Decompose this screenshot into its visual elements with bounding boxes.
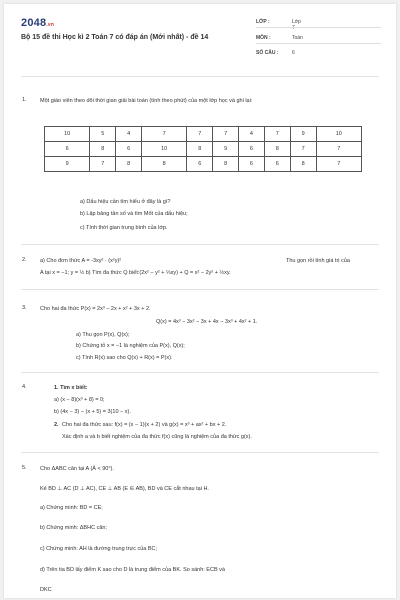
question-1-number: 1. (22, 97, 27, 103)
question-1-text: Một giáo viên theo dõi thời gian giải bài toán (tính theo phút) của một lớp học và ghi lại: (40, 98, 253, 104)
meta-class-label: LỚP : (256, 19, 270, 25)
question-divider (21, 244, 379, 245)
question-2-line1: a) Cho đơn thức A = -3xy² · (x²y)² (40, 258, 122, 264)
question-1a: a) Dấu hiệu cần tìm hiểu ở đây là gì? (80, 199, 171, 205)
question-4-2-line1: Cho hai đa thức sau: f(x) = (x − 1)(x + 2) và g(x) = x³ + ax² + bx + 2. (62, 422, 227, 428)
question-4-part1-heading: 1. Tìm x biết: (54, 385, 88, 391)
question-4-part2-heading: 2. (54, 422, 59, 428)
table-cell: 10 (45, 127, 90, 142)
table-cell: 7 (290, 142, 316, 157)
table-cell: 9 (290, 127, 316, 142)
table-cell: 8 (187, 142, 213, 157)
table-cell: 9 (45, 157, 90, 172)
table-cell: 6 (264, 157, 290, 172)
table-cell: 6 (116, 142, 142, 157)
question-3-number: 3. (22, 305, 27, 311)
document-page (4, 4, 396, 598)
table-row (45, 157, 362, 172)
meta-divider (256, 27, 381, 28)
meta-count-label: SỐ CÂU : (256, 50, 279, 56)
header-divider (21, 76, 379, 77)
question-2-line1-right: Thu gọn rồi tính giá trị của (286, 258, 350, 264)
question-5b: b) Chứng minh: ΔBHC cân; (40, 525, 107, 531)
table-cell: 4 (239, 127, 265, 142)
table-cell: 10 (316, 127, 361, 142)
table-cell: 7 (142, 127, 187, 142)
site-logo[interactable] (21, 17, 54, 29)
meta-subject-label: MÔN : (256, 35, 271, 41)
question-5e: DKC (40, 587, 52, 593)
frequency-table (44, 126, 362, 172)
table-cell: 8 (116, 157, 142, 172)
question-3c: c) Tính R(x) sao cho Q(x) + R(x) = P(x). (76, 355, 173, 361)
table-cell: 8 (90, 142, 116, 157)
question-2-line2: A tại x = −1; y = ½ b) Tìm đa thức Q biết:(2x² − y² + ⅓xy) + Q = x² − 2y² + ½xy. (40, 270, 231, 276)
question-3-line1: Cho hai đa thức P(x) = 2x³ − 2x + x² + 3x + 2. (40, 306, 151, 312)
question-1c: c) Tính thời gian trung bình của lớp. (80, 225, 168, 231)
table-cell: 5 (90, 127, 116, 142)
table-cell: 6 (187, 157, 213, 172)
question-divider (21, 289, 379, 290)
question-3a: a) Thu gọn P(x), Q(x); (76, 332, 130, 338)
table-cell: 6 (45, 142, 90, 157)
table-cell: 7 (264, 127, 290, 142)
table-cell: 8 (213, 157, 239, 172)
logo-domain: .vn (46, 22, 55, 28)
question-5-line2: Kẻ BD ⊥ AC (D ⊥ AC), CE ⊥ AB (E ∈ AB), BD và CE cắt nhau tại H. (40, 486, 209, 492)
table-cell: 4 (116, 127, 142, 142)
question-divider (21, 372, 379, 373)
question-4-2-line2: Xác định a và b biết nghiệm của đa thức f(x) cũng là nghiệm của đa thức g(x). (62, 434, 252, 440)
table-cell: 9 (213, 142, 239, 157)
table-row (45, 142, 362, 157)
question-5-line1: Cho ΔABC cân tại A (Â < 90°). (40, 466, 114, 472)
question-4-number: 4. (22, 384, 27, 390)
question-3-line2: Q(x) = 4x³ − 3x² − 3x + 4x − 3x³ + 4x² + 1. (156, 319, 258, 325)
table-cell: 7 (213, 127, 239, 142)
table-row (45, 127, 362, 142)
table-cell: 7 (187, 127, 213, 142)
table-cell: 8 (142, 157, 187, 172)
question-5d: d) Trên tia BD lấy điểm K sao cho D là trung điểm của BK. So sánh: ECB và (40, 567, 225, 573)
question-3b: b) Chứng tỏ x = −1 là nghiệm của P(x), Q(x); (76, 343, 185, 349)
meta-subject-value: Toán (292, 35, 303, 41)
table-cell: 7 (316, 142, 361, 157)
question-1b: b) Lập bảng tần số và tìm Mốt của dấu hiệu; (80, 211, 188, 217)
table-cell: 7 (90, 157, 116, 172)
question-4-1b: b) (4x − 3) − (x + 5) = 3(10 − x). (54, 409, 131, 415)
meta-count-value: 6 (292, 50, 295, 56)
meta-divider (256, 43, 381, 44)
question-5-number: 5. (22, 465, 27, 471)
question-divider (21, 452, 379, 453)
table-cell: 7 (316, 157, 361, 172)
table-cell: 8 (290, 157, 316, 172)
table-cell: 6 (239, 142, 265, 157)
table-cell: 6 (239, 157, 265, 172)
table-cell: 8 (264, 142, 290, 157)
question-4-1a: a) (x − 8)(x³ + 8) = 0; (54, 397, 105, 403)
document-title: Bộ 15 đề thi Học kì 2 Toán 7 có đáp án (Mới nhất) - đề 14 (21, 34, 209, 41)
logo-number: 2048 (21, 17, 47, 29)
question-5a: a) Chứng minh: BD = CE; (40, 505, 103, 511)
meta-class-value: Lớp 7 (292, 19, 301, 31)
question-2-number: 2. (22, 257, 27, 263)
table-cell: 10 (142, 142, 187, 157)
question-5c: c) Chứng minh: AH là đường trung trực của BC; (40, 546, 158, 552)
